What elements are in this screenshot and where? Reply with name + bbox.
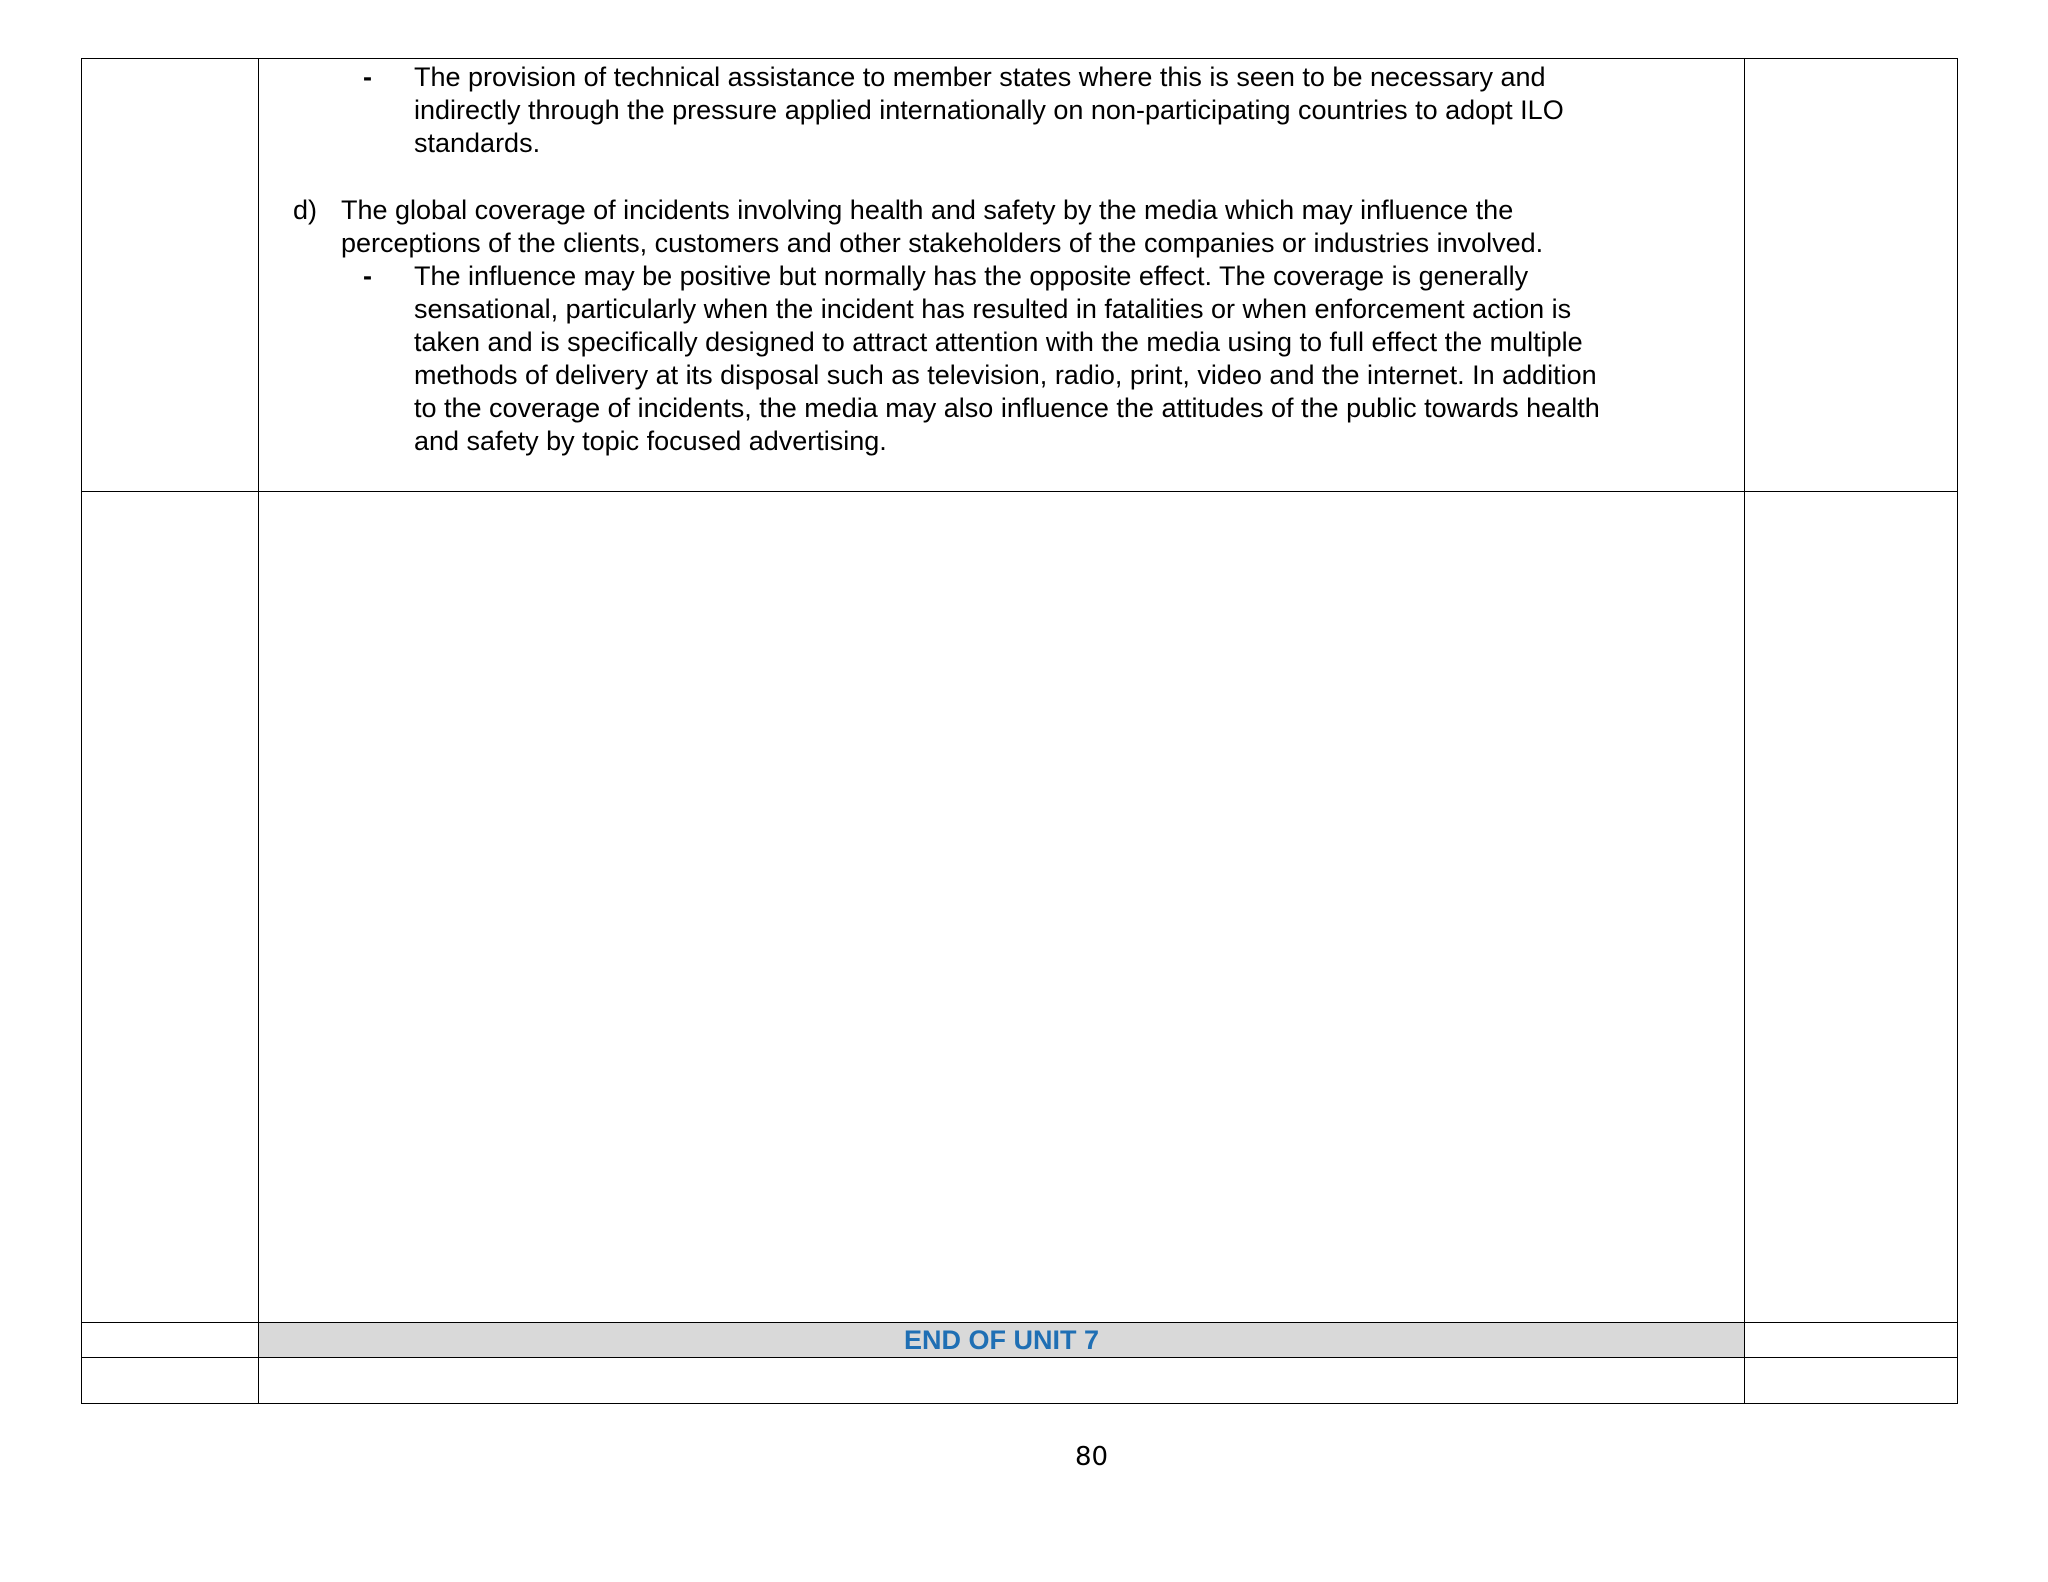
text-line: The influence may be positive but normally has the opposite effect. The coverage is generally — [414, 261, 1529, 291]
end-of-unit-label: END OF UNIT 7 — [903, 1324, 1099, 1355]
end-of-unit-banner — [259, 1322, 1745, 1357]
text-line: and safety by topic focused advertising. — [414, 426, 887, 456]
right-margin-cell — [1745, 1322, 1958, 1357]
blank-content-cell — [259, 492, 1745, 1322]
unit-content-table — [81, 58, 1958, 1404]
text-line: standards. — [414, 128, 541, 158]
content-row — [82, 59, 1958, 492]
text-line: The global coverage of incidents involving health and safety by the media which may influence the — [341, 195, 1514, 225]
bullet-text — [414, 61, 1714, 160]
text-line: indirectly through the pressure applied internationally on non-participating countries to adopt ILO — [414, 95, 1564, 125]
left-margin-cell — [82, 1357, 259, 1403]
right-margin-cell — [1745, 492, 1958, 1322]
text-line: taken and is specifically designed to attract attention with the media using to full effect the multiple — [414, 327, 1583, 357]
item-text — [341, 194, 1721, 260]
content-cell — [259, 59, 1745, 492]
text-line: methods of delivery at its disposal such as television, radio, print, video and the internet. In addition — [414, 360, 1597, 390]
text-line: to the coverage of incidents, the media may also influence the attitudes of the public towards health — [414, 393, 1600, 423]
right-margin-cell — [1745, 59, 1958, 492]
text-line: sensational, particularly when the incident has resulted in fatalities or when enforcement action is — [414, 294, 1572, 324]
bullet-text — [414, 260, 1714, 458]
left-margin-cell — [82, 59, 259, 492]
end-of-unit-row — [82, 1322, 1958, 1357]
text-line: perceptions of the clients, customers and other stakeholders of the companies or industries involved. — [341, 228, 1544, 258]
footer-row — [82, 1357, 1958, 1403]
empty-content-cell — [259, 1357, 1745, 1403]
text-line: The provision of technical assistance to member states where this is seen to be necessary and — [414, 62, 1546, 92]
blank-row — [82, 492, 1958, 1322]
page-number: 80 — [1074, 1442, 1109, 1472]
bullet-dash: - — [363, 62, 372, 92]
bullet-dash: - — [363, 261, 372, 291]
left-margin-cell — [82, 1322, 259, 1357]
left-margin-cell — [82, 492, 259, 1322]
item-label: d) — [293, 195, 318, 225]
right-margin-cell — [1745, 1357, 1958, 1403]
